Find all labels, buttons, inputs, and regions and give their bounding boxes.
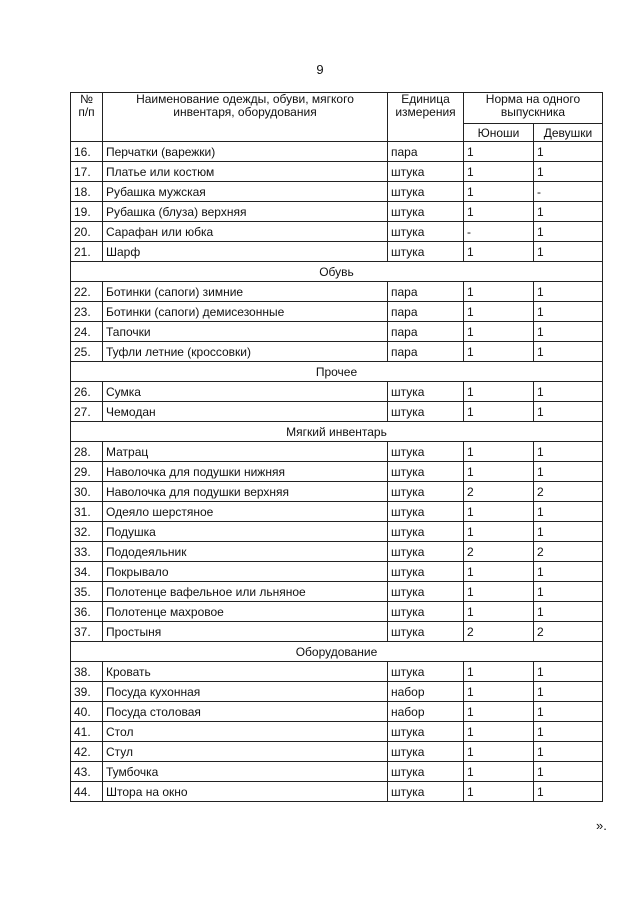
- unit-cell: штука: [388, 462, 464, 482]
- table-row: [71, 662, 603, 682]
- unit-cell: штука: [388, 402, 464, 422]
- girls-norm: 1: [534, 382, 603, 402]
- table-row: [71, 502, 603, 522]
- unit-cell: штука: [388, 522, 464, 542]
- unit-cell: штука: [388, 502, 464, 522]
- norms-table: [70, 92, 603, 802]
- item-name: Чемодан: [103, 402, 388, 422]
- item-name: Подушка: [103, 522, 388, 542]
- unit-cell: штука: [388, 722, 464, 742]
- item-name: Ботинки (сапоги) демисезонные: [103, 302, 388, 322]
- header-girls: Девушки: [534, 124, 603, 142]
- boys-norm: 1: [464, 142, 534, 162]
- unit-cell: штука: [388, 222, 464, 242]
- boys-norm: 1: [464, 182, 534, 202]
- section-title: Прочее: [71, 362, 603, 382]
- table-body: [71, 142, 603, 802]
- row-number: 35.: [71, 582, 103, 602]
- girls-norm: 1: [534, 242, 603, 262]
- unit-cell: штука: [388, 382, 464, 402]
- row-number: 18.: [71, 182, 103, 202]
- item-name: Шарф: [103, 242, 388, 262]
- girls-norm: 1: [534, 322, 603, 342]
- row-number: 19.: [71, 202, 103, 222]
- item-name: Наволочка для подушки верхняя: [103, 482, 388, 502]
- section-title: Обувь: [71, 262, 603, 282]
- header-number: № п/п: [71, 93, 103, 142]
- row-number: 43.: [71, 762, 103, 782]
- girls-norm: 1: [534, 782, 603, 802]
- row-number: 33.: [71, 542, 103, 562]
- table-row: [71, 742, 603, 762]
- girls-norm: 1: [534, 702, 603, 722]
- table-row: [71, 522, 603, 542]
- table-row: [71, 622, 603, 642]
- row-number: 37.: [71, 622, 103, 642]
- item-name: Простыня: [103, 622, 388, 642]
- item-name: Пододеяльник: [103, 542, 388, 562]
- boys-norm: 1: [464, 502, 534, 522]
- boys-norm: 1: [464, 202, 534, 222]
- item-name: Перчатки (варежки): [103, 142, 388, 162]
- girls-norm: 2: [534, 622, 603, 642]
- table-row: [71, 342, 603, 362]
- boys-norm: 1: [464, 282, 534, 302]
- item-name: Тапочки: [103, 322, 388, 342]
- row-number: 23.: [71, 302, 103, 322]
- unit-cell: штука: [388, 742, 464, 762]
- closing-quote-mark: ».: [596, 818, 607, 833]
- girls-norm: 2: [534, 542, 603, 562]
- item-name: Кровать: [103, 662, 388, 682]
- boys-norm: 1: [464, 762, 534, 782]
- unit-cell: штука: [388, 582, 464, 602]
- unit-cell: набор: [388, 682, 464, 702]
- table-row: [71, 542, 603, 562]
- item-name: Покрывало: [103, 562, 388, 582]
- table-row: [71, 562, 603, 582]
- section-title: Оборудование: [71, 642, 603, 662]
- unit-cell: штука: [388, 482, 464, 502]
- table-row: [71, 162, 603, 182]
- item-name: Платье или костюм: [103, 162, 388, 182]
- header-item-name: Наименование одежды, обуви, мягкого инвентаря, оборудования: [103, 93, 388, 142]
- unit-cell: штука: [388, 762, 464, 782]
- row-number: 20.: [71, 222, 103, 242]
- girls-norm: 1: [534, 222, 603, 242]
- item-name: Туфли летние (кроссовки): [103, 342, 388, 362]
- boys-norm: 1: [464, 602, 534, 622]
- item-name: Одеяло шерстяное: [103, 502, 388, 522]
- girls-norm: 2: [534, 482, 603, 502]
- boys-norm: 1: [464, 722, 534, 742]
- item-name: Рубашка мужская: [103, 182, 388, 202]
- item-name: Полотенце вафельное или льняное: [103, 582, 388, 602]
- boys-norm: 1: [464, 682, 534, 702]
- table-row: [71, 142, 603, 162]
- item-name: Рубашка (блуза) верхняя: [103, 202, 388, 222]
- girls-norm: 1: [534, 402, 603, 422]
- boys-norm: 1: [464, 662, 534, 682]
- item-name: Стул: [103, 742, 388, 762]
- row-number: 26.: [71, 382, 103, 402]
- table-row: [71, 182, 603, 202]
- unit-cell: пара: [388, 342, 464, 362]
- row-number: 31.: [71, 502, 103, 522]
- boys-norm: 1: [464, 462, 534, 482]
- row-number: 22.: [71, 282, 103, 302]
- row-number: 41.: [71, 722, 103, 742]
- unit-cell: штука: [388, 662, 464, 682]
- unit-cell: штука: [388, 242, 464, 262]
- table-row: [71, 442, 603, 462]
- unit-cell: штука: [388, 442, 464, 462]
- girls-norm: 1: [534, 662, 603, 682]
- boys-norm: 1: [464, 302, 534, 322]
- table-row: [71, 682, 603, 702]
- table-row: [71, 222, 603, 242]
- table-row: [71, 202, 603, 222]
- unit-cell: пара: [388, 302, 464, 322]
- unit-cell: штука: [388, 622, 464, 642]
- item-name: Матрац: [103, 442, 388, 462]
- boys-norm: 1: [464, 742, 534, 762]
- boys-norm: 1: [464, 382, 534, 402]
- unit-cell: штука: [388, 602, 464, 622]
- unit-cell: штука: [388, 162, 464, 182]
- item-name: Стол: [103, 722, 388, 742]
- table-row: [71, 462, 603, 482]
- table-row: [71, 382, 603, 402]
- boys-norm: 1: [464, 562, 534, 582]
- boys-norm: 2: [464, 482, 534, 502]
- girls-norm: 1: [534, 562, 603, 582]
- header-boys: Юноши: [464, 124, 534, 142]
- row-number: 30.: [71, 482, 103, 502]
- row-number: 34.: [71, 562, 103, 582]
- section-title: Мягкий инвентарь: [71, 422, 603, 442]
- table-row: [71, 602, 603, 622]
- girls-norm: -: [534, 182, 603, 202]
- boys-norm: 1: [464, 322, 534, 342]
- unit-cell: штука: [388, 542, 464, 562]
- item-name: Посуда столовая: [103, 702, 388, 722]
- table-row: [71, 302, 603, 322]
- row-number: 24.: [71, 322, 103, 342]
- girls-norm: 1: [534, 502, 603, 522]
- boys-norm: -: [464, 222, 534, 242]
- girls-norm: 1: [534, 602, 603, 622]
- girls-norm: 1: [534, 582, 603, 602]
- unit-cell: штука: [388, 202, 464, 222]
- row-number: 32.: [71, 522, 103, 542]
- table-row: [71, 762, 603, 782]
- row-number: 17.: [71, 162, 103, 182]
- table-row: [71, 322, 603, 342]
- table-row: [71, 582, 603, 602]
- unit-cell: пара: [388, 322, 464, 342]
- girls-norm: 1: [534, 462, 603, 482]
- girls-norm: 1: [534, 522, 603, 542]
- unit-cell: штука: [388, 782, 464, 802]
- row-number: 40.: [71, 702, 103, 722]
- page-number: 9: [316, 62, 324, 77]
- girls-norm: 1: [534, 722, 603, 742]
- girls-norm: 1: [534, 202, 603, 222]
- girls-norm: 1: [534, 302, 603, 322]
- boys-norm: 1: [464, 402, 534, 422]
- row-number: 42.: [71, 742, 103, 762]
- row-number: 27.: [71, 402, 103, 422]
- table-row: [71, 282, 603, 302]
- girls-norm: 1: [534, 142, 603, 162]
- table-row: [71, 722, 603, 742]
- section-row: [71, 262, 603, 282]
- row-number: 28.: [71, 442, 103, 462]
- boys-norm: 1: [464, 582, 534, 602]
- unit-cell: пара: [388, 282, 464, 302]
- table-row: [71, 702, 603, 722]
- table-row: [71, 242, 603, 262]
- table-row: [71, 782, 603, 802]
- boys-norm: 2: [464, 542, 534, 562]
- row-number: 39.: [71, 682, 103, 702]
- unit-cell: штука: [388, 562, 464, 582]
- unit-cell: набор: [388, 702, 464, 722]
- table-header: [71, 93, 603, 142]
- boys-norm: 1: [464, 162, 534, 182]
- row-number: 44.: [71, 782, 103, 802]
- girls-norm: 1: [534, 342, 603, 362]
- row-number: 38.: [71, 662, 103, 682]
- boys-norm: 1: [464, 242, 534, 262]
- item-name: Посуда кухонная: [103, 682, 388, 702]
- row-number: 29.: [71, 462, 103, 482]
- boys-norm: 1: [464, 702, 534, 722]
- section-row: [71, 362, 603, 382]
- table-row: [71, 482, 603, 502]
- item-name: Тумбочка: [103, 762, 388, 782]
- unit-cell: пара: [388, 142, 464, 162]
- boys-norm: 2: [464, 622, 534, 642]
- item-name: Ботинки (сапоги) зимние: [103, 282, 388, 302]
- girls-norm: 1: [534, 162, 603, 182]
- header-unit: Единица измерения: [388, 93, 464, 142]
- item-name: Полотенце махровое: [103, 602, 388, 622]
- header-norm: Норма на одного выпускника: [464, 93, 603, 124]
- item-name: Наволочка для подушки нижняя: [103, 462, 388, 482]
- unit-cell: штука: [388, 182, 464, 202]
- section-row: [71, 642, 603, 662]
- item-name: Сарафан или юбка: [103, 222, 388, 242]
- girls-norm: 1: [534, 742, 603, 762]
- row-number: 21.: [71, 242, 103, 262]
- row-number: 36.: [71, 602, 103, 622]
- item-name: Сумка: [103, 382, 388, 402]
- boys-norm: 1: [464, 442, 534, 462]
- girls-norm: 1: [534, 682, 603, 702]
- section-row: [71, 422, 603, 442]
- table-row: [71, 402, 603, 422]
- boys-norm: 1: [464, 782, 534, 802]
- boys-norm: 1: [464, 342, 534, 362]
- row-number: 25.: [71, 342, 103, 362]
- girls-norm: 1: [534, 442, 603, 462]
- item-name: Штора на окно: [103, 782, 388, 802]
- boys-norm: 1: [464, 522, 534, 542]
- girls-norm: 1: [534, 762, 603, 782]
- row-number: 16.: [71, 142, 103, 162]
- girls-norm: 1: [534, 282, 603, 302]
